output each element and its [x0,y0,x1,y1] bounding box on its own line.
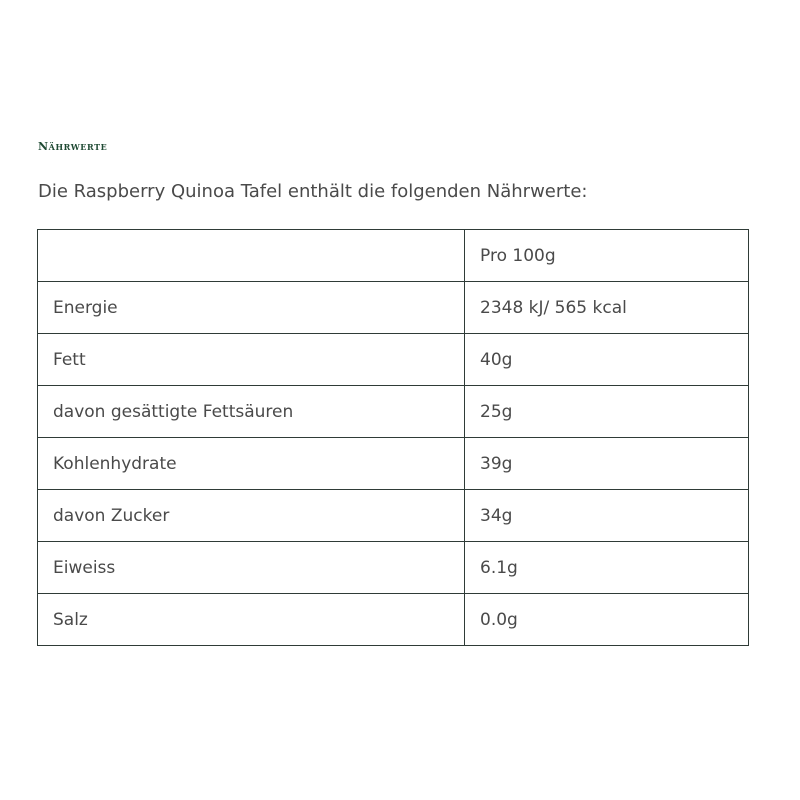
table-row [38,490,749,542]
nutrient-value: 0.0g [465,594,749,646]
nutrient-label: Fett [38,334,465,386]
nutrient-label: Kohlenhydrate [38,438,465,490]
table-row [38,542,749,594]
table-row [38,438,749,490]
nutrient-value: 34g [465,490,749,542]
nutrient-value: 25g [465,386,749,438]
nutrient-value: 2348 kJ/ 565 kcal [465,282,749,334]
section-heading: Nährwerte [38,140,108,153]
table-row [38,282,749,334]
table-row [38,334,749,386]
table-row [38,386,749,438]
table-header-row [38,230,749,282]
nutrient-label: davon gesättigte Fettsäuren [38,386,465,438]
nutrient-label: davon Zucker [38,490,465,542]
nutrient-value: 6.1g [465,542,749,594]
header-cell-per-100g: Pro 100g [465,230,749,282]
header-cell-label [38,230,465,282]
nutrient-label: Energie [38,282,465,334]
intro-text: Die Raspberry Quinoa Tafel enthält die folgenden Nährwerte: [38,181,588,202]
table-row [38,594,749,646]
nutrient-label: Salz [38,594,465,646]
nutrient-value: 39g [465,438,749,490]
nutrient-value: 40g [465,334,749,386]
nutrition-table [37,229,749,646]
nutrient-label: Eiweiss [38,542,465,594]
